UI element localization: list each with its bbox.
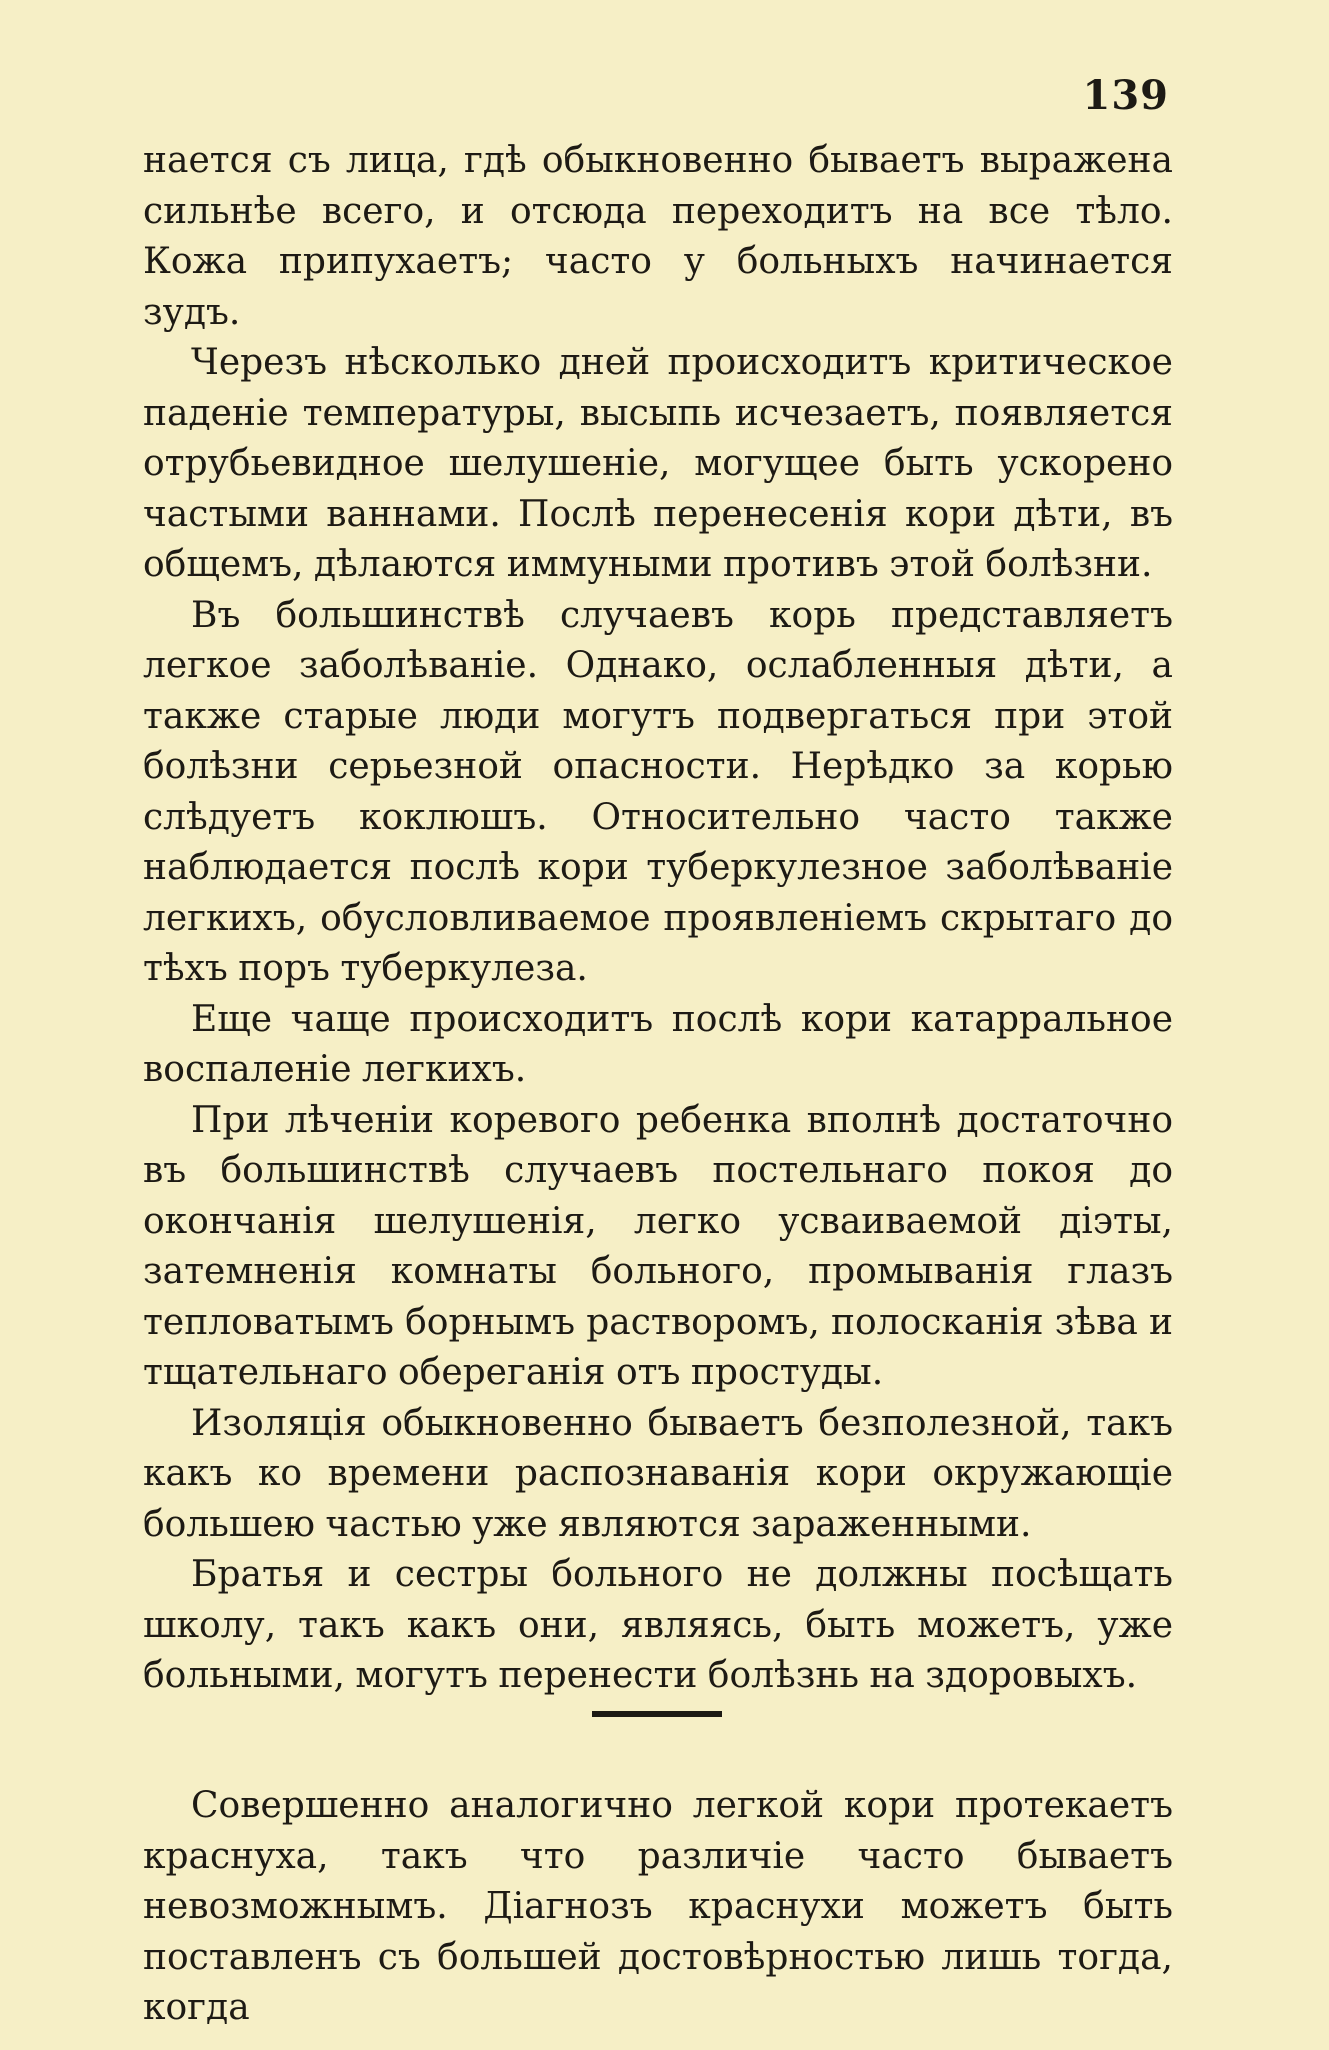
paragraph-continuation: нается съ лица, гдѣ обыкновенно бываетъ выражена сильнѣе всего, и отсюда переходитъ на все тѣло. Кожа припухаетъ; часто у больныхъ начинается зудъ. bbox=[143, 140, 1173, 333]
main-text bbox=[143, 136, 1173, 1702]
paragraph: Въ большинствѣ случаевъ корь представляетъ легкое заболѣваніе. Однако, ослабленныя дѣти, а также старые люди могутъ подвергаться при этой болѣзни серьезной опасности. Нерѣдко за корью слѣдуетъ коклюшъ. Относительно часто также наблюдается послѣ кори туберкулезное заболѣваніе легкихъ, обусловливаемое проявленіемъ скрытаго до тѣхъ поръ туберкулеза. bbox=[143, 594, 1173, 989]
paragraph: При лѣченіи коревого ребенка вполнѣ достаточно въ большинствѣ случаевъ постельнаго покоя до окончанія шелушенія, легко усваиваемой діэты, затемненія комнаты больного, промыванія глазъ тепловатымъ борнымъ растворомъ, полосканія зѣва и тщательнаго обереганія отъ простуды. bbox=[143, 1099, 1173, 1393]
paragraph: Еще чаще происходитъ послѣ кори катарральное воспаленіе легкихъ. bbox=[143, 998, 1173, 1090]
paragraph: Черезъ нѣсколько дней происходитъ критическое паденіе температуры, высыпь исчезаетъ, появляется отрубьевидное шелушеніе, могущее быть ускорено частыми ваннами. Послѣ перенесенія кори дѣти, въ общемъ, дѣлаются иммуными противъ этой болѣзни. bbox=[143, 342, 1173, 585]
paragraph: Братья и сестры больного не должны посѣщать школу, такъ какъ они, являясь, быть можетъ, уже больными, могутъ перенести болѣзнь на здоровыхъ. bbox=[143, 1554, 1173, 1696]
section-divider bbox=[592, 1711, 722, 1717]
paragraph: Изоляція обыкновенно бываетъ безполезной, такъ какъ ко времени распознаванія кори окружающіе большею частью уже являются зараженными. bbox=[143, 1402, 1173, 1545]
page-number: 139 bbox=[1082, 72, 1169, 119]
tail-text bbox=[143, 1781, 1173, 2034]
paragraph: Совершенно аналогично легкой кори протекаетъ краснуха, такъ что различіе часто бываетъ невозможнымъ. Діагнозъ краснухи можетъ быть поставленъ съ большей достовѣрностью лишь тогда, когда bbox=[143, 1785, 1173, 2028]
